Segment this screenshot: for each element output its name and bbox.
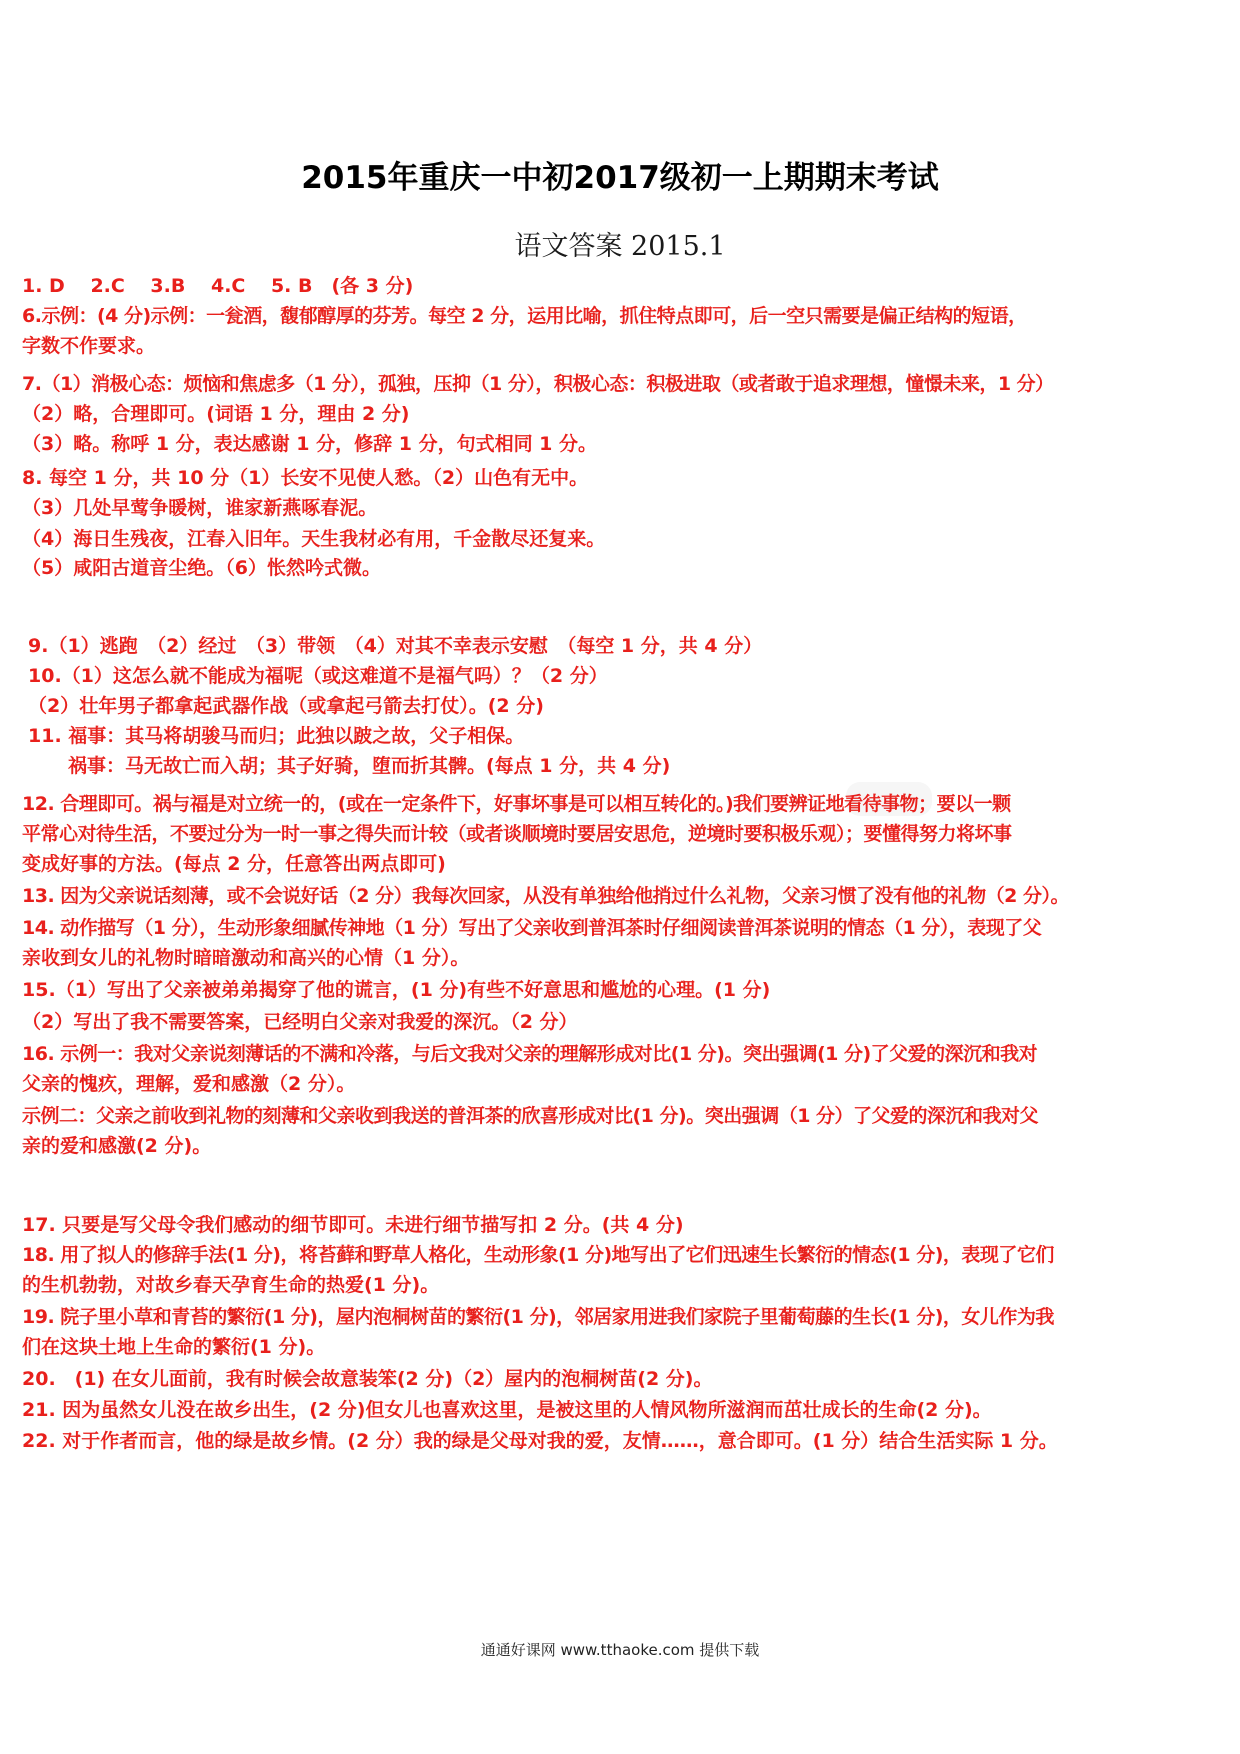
answer-line: 平常心对待生活，不要过分为一时一事之得失而计较（或者谈顺境时要居安思危，逆境时要积极乐观）；要懂得努力将坏事 [22, 823, 1012, 845]
footer-credit: 通通好课网 www.tthaoke.com 提供下载 [480, 1641, 760, 1659]
answer-line: （4）海日生残夜，江春入旧年。天生我材必有用，千金散尽还复来。 [22, 528, 606, 550]
answer-line: 1. D 2.C 3.B 4.C 5. B (各 3 分) [22, 275, 414, 297]
answer-line: （2）写出了我不需要答案，已经明白父亲对我爱的深沉。（2 分） [22, 1011, 578, 1033]
answer-line: （3）几处早莺争暖树，谁家新燕啄春泥。 [22, 497, 378, 519]
answer-line: 字数不作要求。 [22, 335, 156, 357]
answer-line: 15.（1）写出了父亲被弟弟揭穿了他的谎言，(1 分)有些不好意思和尴尬的心理。(1 分) [22, 979, 771, 1001]
answer-line: 21. 因为虽然女儿没在故乡出生，(2 分)但女儿也喜欢这里，是被这里的人情风物所滋润而茁壮成长的生命(2 分)。 [22, 1399, 992, 1421]
answer-line: 17. 只要是写父母令我们感动的细节即可。未进行细节描写扣 2 分。(共 4 分) [22, 1214, 684, 1236]
answer-line: 16. 示例一：我对父亲说刻薄话的不满和冷落，与后文我对父亲的理解形成对比(1 分)。突出强调(1 分)了父爱的深沉和我对 [22, 1043, 1038, 1065]
answer-line: （3）略。称呼 1 分，表达感谢 1 分，修辞 1 分，句式相同 1 分。 [22, 433, 598, 455]
answer-line: 13. 因为父亲说话刻薄，或不会说好话（2 分）我每次回家，从没有单独给他捎过什么礼物，父亲习惯了没有他的礼物（2 分）。 [22, 885, 1069, 907]
answer-line: （2）略，合理即可。(词语 1 分，理由 2 分) [22, 403, 410, 425]
answer-line: （2）壮年男子都拿起武器作战（或拿起弓箭去打仗）。(2 分) [28, 695, 544, 717]
answer-line: 20. (1) 在女儿面前，我有时候会故意装笨(2 分)（2）屋内的泡桐树苗(2 分)。 [22, 1368, 713, 1390]
answer-line: 6.示例：(4 分)示例：一瓮酒，馥郁醇厚的芬芳。每空 2 分，运用比喻，抓住特点即可，后一空只需要是偏正结构的短语， [22, 305, 1027, 327]
answer-line: 9.（1）逃跑 （2）经过 （3）带领 （4）对其不幸表示安慰 （每空 1 分，共 4 分） [28, 635, 763, 657]
answer-line: （5）咸阳古道音尘绝。（6）怅然吟式微。 [22, 557, 381, 579]
answer-line: 10.（1）这怎么就不能成为福呢（或这难道不是福气吗）？（2 分） [28, 665, 608, 687]
answer-line: 亲的爱和感激(2 分)。 [22, 1135, 212, 1157]
answer-line: 18. 用了拟人的修辞手法(1 分)，将苔藓和野草人格化，生动形象(1 分)地写出了它们迅速生长繁衍的情态(1 分)，表现了它们 [22, 1244, 1054, 1266]
page-title: 2015年重庆一中初2017级初一上期期末考试 [301, 160, 939, 196]
answer-line: 亲收到女儿的礼物时暗暗激动和高兴的心情（1 分）。 [22, 947, 470, 969]
answer-line: 的生机勃勃，对故乡春天孕育生命的热爱(1 分)。 [22, 1274, 440, 1296]
answer-line: 14. 动作描写（1 分），生动形象细腻传神地（1 分）写出了父亲收到普洱茶时仔细阅读普洱茶说明的情态（1 分），表现了父 [22, 917, 1042, 939]
answer-line: 22. 对于作者而言，他的绿是故乡情。(2 分）我的绿是父母对我的爱，友情……，意合即可。(1 分）结合生活实际 1 分。 [22, 1430, 1058, 1452]
answer-line: 19. 院子里小草和青苔的繁衍(1 分)，屋内泡桐树苗的繁衍(1 分)，邻居家用进我们家院子里葡萄藤的生长(1 分)，女儿作为我 [22, 1306, 1054, 1328]
answer-line: 父亲的愧疚，理解，爱和感激（2 分）。 [22, 1073, 356, 1095]
answer-line: 示例二：父亲之前收到礼物的刻薄和父亲收到我送的普洱茶的欣喜形成对比(1 分)。突出强调（1 分）了父爱的深沉和我对父 [22, 1105, 1039, 1127]
answer-line: 变成好事的方法。(每点 2 分，任意答出两点即可) [22, 853, 446, 875]
answer-line: 8. 每空 1 分，共 10 分（1）长安不见使人愁。（2）山色有无中。 [22, 467, 589, 489]
answer-line: 11. 福事：其马将胡骏马而归；此独以跛之故，父子相保。 [28, 725, 525, 747]
answer-line: 祸事：马无故亡而入胡；其子好骑，堕而折其髀。(每点 1 分，共 4 分) [68, 755, 671, 777]
answer-line: 们在这块土地上生命的繁衍(1 分)。 [22, 1336, 326, 1358]
answer-line: 12. 合理即可。祸与福是对立统一的，(或在一定条件下，好事坏事是可以相互转化的。)我们要辨证地看待事物；要以一颗 [22, 793, 1011, 815]
answer-line: 7.（1）消极心态：烦恼和焦虑多（1 分），孤独，压抑（1 分），积极心态：积极进取（或者敢于追求理想，憧憬未来，1 分） [22, 373, 1054, 395]
page-subtitle: 语文答案 2015.1 [514, 231, 726, 262]
